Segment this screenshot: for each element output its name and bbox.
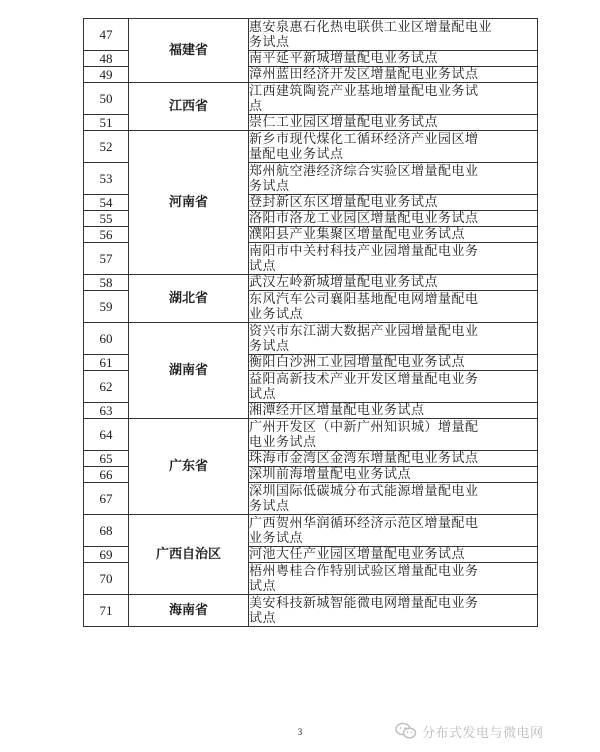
wechat-icon (395, 722, 417, 740)
row-number: 57 (84, 243, 129, 275)
watermark-text: 分布式发电与微电网 (422, 725, 544, 741)
row-number: 69 (84, 547, 129, 563)
project-name-line: 试点 (249, 610, 277, 626)
project-name-line: 漳州蓝田经济开发区增量配电业务试点 (249, 67, 479, 82)
row-number: 58 (84, 275, 129, 291)
pilot-project-table (83, 18, 538, 627)
table-body (84, 19, 538, 627)
project-name-cell (249, 227, 538, 243)
project-name-line: 江西建筑陶瓷产业基地增量配电业务试 (249, 83, 479, 99)
project-name-line: 务试点 (249, 338, 290, 354)
row-number: 62 (84, 371, 129, 403)
row-number: 55 (84, 211, 129, 227)
row-number: 60 (84, 323, 129, 355)
row-number: 66 (84, 467, 129, 483)
project-name-line: 广西贺州华润循环经济示范区增量配电 (249, 515, 479, 531)
project-name-cell (249, 595, 538, 627)
project-name-cell (249, 371, 538, 403)
row-number: 59 (84, 291, 129, 323)
project-name-cell (249, 195, 538, 211)
project-name-line: 务试点 (249, 178, 290, 194)
province-cell: 河南省 (129, 131, 249, 275)
project-name-cell (249, 83, 538, 115)
row-number: 50 (84, 83, 129, 115)
row-number: 67 (84, 483, 129, 515)
row-number: 68 (84, 515, 129, 547)
project-name-cell (249, 163, 538, 195)
table-row (84, 419, 538, 451)
project-name-cell (249, 547, 538, 563)
row-number: 52 (84, 131, 129, 163)
project-name-cell (249, 323, 538, 355)
province-cell: 广东省 (129, 419, 249, 515)
table-row (84, 275, 538, 291)
project-name-line: 南平延平新城增量配电业务试点 (249, 51, 439, 66)
row-number: 65 (84, 451, 129, 467)
project-name-line: 梧州粤桂合作特别试验区增量配电业务 (249, 563, 479, 579)
project-name-line: 试点 (249, 578, 277, 594)
project-name-line: 试点 (249, 386, 277, 402)
project-name-line: 益阳高新技术产业开发区增量配电业务 (249, 371, 479, 387)
row-number: 51 (84, 115, 129, 131)
project-name-cell (249, 275, 538, 291)
project-name-line: 珠海市金湾区金湾东增量配电业务试点 (249, 451, 479, 466)
project-name-line: 河池大任产业园区增量配电业务试点 (249, 547, 466, 562)
province-cell: 湖北省 (129, 275, 249, 323)
row-number: 56 (84, 227, 129, 243)
row-number: 64 (84, 419, 129, 451)
province-cell: 广西自治区 (129, 515, 249, 595)
project-name-line: 点 (249, 98, 263, 114)
project-name-line: 量配电业务试点 (249, 146, 344, 162)
row-number: 71 (84, 595, 129, 627)
project-name-cell (249, 67, 538, 83)
project-name-line: 务试点 (249, 498, 290, 514)
table-row (84, 323, 538, 355)
row-number: 61 (84, 355, 129, 371)
row-number: 54 (84, 195, 129, 211)
table-row (84, 83, 538, 115)
project-name-line: 试点 (249, 258, 277, 274)
project-name-line: 崇仁工业园区增量配电业务试点 (249, 115, 439, 130)
project-name-line: 惠安泉惠石化热电联供工业区增量配电业 (249, 19, 493, 35)
province-cell: 福建省 (129, 19, 249, 83)
project-name-line: 衡阳白沙洲工业园增量配电业务试点 (249, 355, 466, 370)
project-name-cell (249, 419, 538, 451)
table-row (84, 19, 538, 51)
project-name-cell (249, 131, 538, 163)
project-name-line: 美安科技新城智能微电网增量配电业务 (249, 595, 479, 611)
table-row (84, 515, 538, 547)
project-name-line: 业务试点 (249, 530, 304, 546)
project-name-cell (249, 563, 538, 595)
project-name-cell (249, 291, 538, 323)
project-name-line: 资兴市东江湖大数据产业园增量配电业 (249, 323, 479, 339)
project-name-cell (249, 451, 538, 467)
row-number: 53 (84, 163, 129, 195)
project-name-cell (249, 483, 538, 515)
project-name-line: 广州开发区（中新广州知识城）增量配 (249, 419, 479, 435)
project-name-cell (249, 211, 538, 227)
project-name-cell (249, 115, 538, 131)
project-name-line: 洛阳市洛龙工业园区增量配电业务试点 (249, 211, 479, 226)
watermark (395, 720, 544, 742)
project-name-line: 武汉左岭新城增量配电业务试点 (249, 275, 439, 290)
project-name-cell (249, 355, 538, 371)
project-name-line: 新乡市现代煤化工循环经济产业园区增 (249, 131, 479, 147)
project-name-cell (249, 515, 538, 547)
province-cell: 海南省 (129, 595, 249, 627)
project-name-line: 深圳国际低碳城分布式能源增量配电业 (249, 483, 479, 499)
project-name-cell (249, 51, 538, 67)
table-row (84, 131, 538, 163)
row-number: 48 (84, 51, 129, 67)
project-name-line: 郑州航空港经济综合实验区增量配电业 (249, 163, 479, 179)
project-name-line: 东风汽车公司襄阳基地配电网增量配电 (249, 291, 479, 307)
province-cell: 湖南省 (129, 323, 249, 419)
project-name-line: 濮阳县产业集聚区增量配电业务试点 (249, 227, 466, 242)
row-number: 70 (84, 563, 129, 595)
page-number: 3 (297, 727, 303, 737)
project-name-line: 深圳前海增量配电业务试点 (249, 467, 412, 482)
project-name-line: 业务试点 (249, 306, 304, 322)
project-name-line: 务试点 (249, 34, 290, 50)
province-cell: 江西省 (129, 83, 249, 131)
project-name-line: 登封新区东区增量配电业务试点 (249, 195, 439, 210)
project-name-line: 电业务试点 (249, 434, 317, 450)
project-name-cell (249, 467, 538, 483)
project-name-cell (249, 403, 538, 419)
project-name-cell (249, 19, 538, 51)
project-name-cell (249, 243, 538, 275)
project-name-line: 湘潭经开区增量配电业务试点 (249, 403, 425, 418)
row-number: 47 (84, 19, 129, 51)
row-number: 63 (84, 403, 129, 419)
row-number: 49 (84, 67, 129, 83)
table-row (84, 595, 538, 627)
project-name-line: 南阳市中关村科技产业园增量配电业务 (249, 243, 479, 259)
